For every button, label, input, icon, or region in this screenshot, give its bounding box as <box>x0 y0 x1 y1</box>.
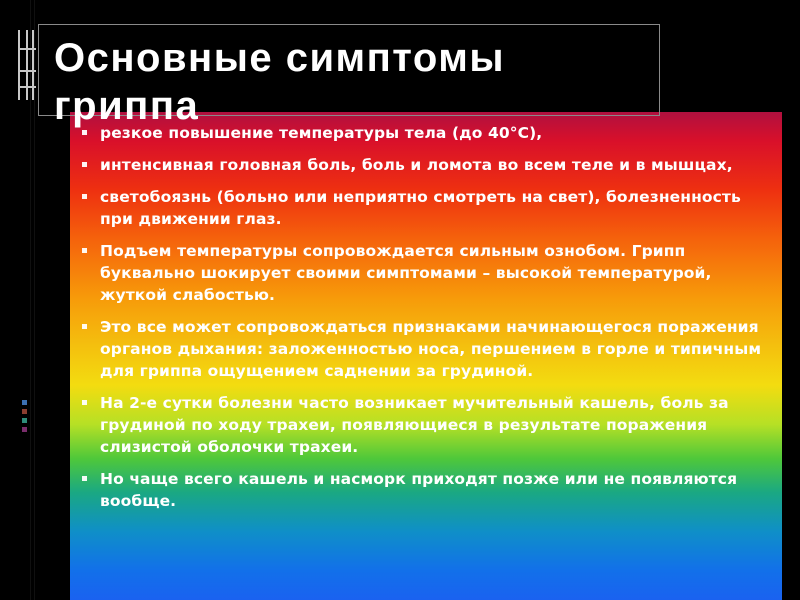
bullet-item <box>82 154 762 176</box>
bullet-list <box>82 122 762 512</box>
decor-grid <box>18 30 36 100</box>
bullet-text: Это все может сопровождаться признаками начинающегося поражения органов дыхания: заложенностью носа, першением в горле и типичным для гриппа ощущением саднении за грудиной. <box>100 318 762 380</box>
square-bullet-icon <box>82 476 87 481</box>
bullet-text: Подъем температуры сопровождается сильным ознобом. Грипп буквально шокирует своими симптомами – высокой температурой, жуткой слабостью. <box>100 242 712 304</box>
bullet-text: Но чаще всего кашель и насморк приходят позже или не появляются вообще. <box>100 470 738 510</box>
bullet-text: светобоязнь (больно или неприятно смотреть на свет), болезненность при движении глаз. <box>100 188 741 228</box>
slide-title: Основные симптомы гриппа <box>54 36 506 128</box>
square-bullet-icon <box>82 162 87 167</box>
bullet-text: На 2-е сутки болезни часто возникает мучительный кашель, боль за грудиной по ходу трахеи, появляющиеся в результате поражения слизистой оболочки трахеи. <box>100 394 729 456</box>
bullet-item <box>82 468 762 512</box>
content-panel <box>70 112 782 600</box>
bullet-text: резкое повышение температуры тела (до 40°С), <box>100 124 543 142</box>
bullet-item <box>82 240 762 306</box>
square-bullet-icon <box>82 400 87 405</box>
bullet-item <box>82 392 762 458</box>
square-bullet-icon <box>82 130 87 135</box>
left-decoration <box>0 0 40 600</box>
bullet-item <box>82 316 762 382</box>
square-bullet-icon <box>82 194 87 199</box>
decor-dots <box>22 400 27 436</box>
bullet-item <box>82 186 762 230</box>
bullet-text: интенсивная головная боль, боль и ломота во всем теле и в мышцах, <box>100 156 733 174</box>
square-bullet-icon <box>82 248 87 253</box>
square-bullet-icon <box>82 324 87 329</box>
